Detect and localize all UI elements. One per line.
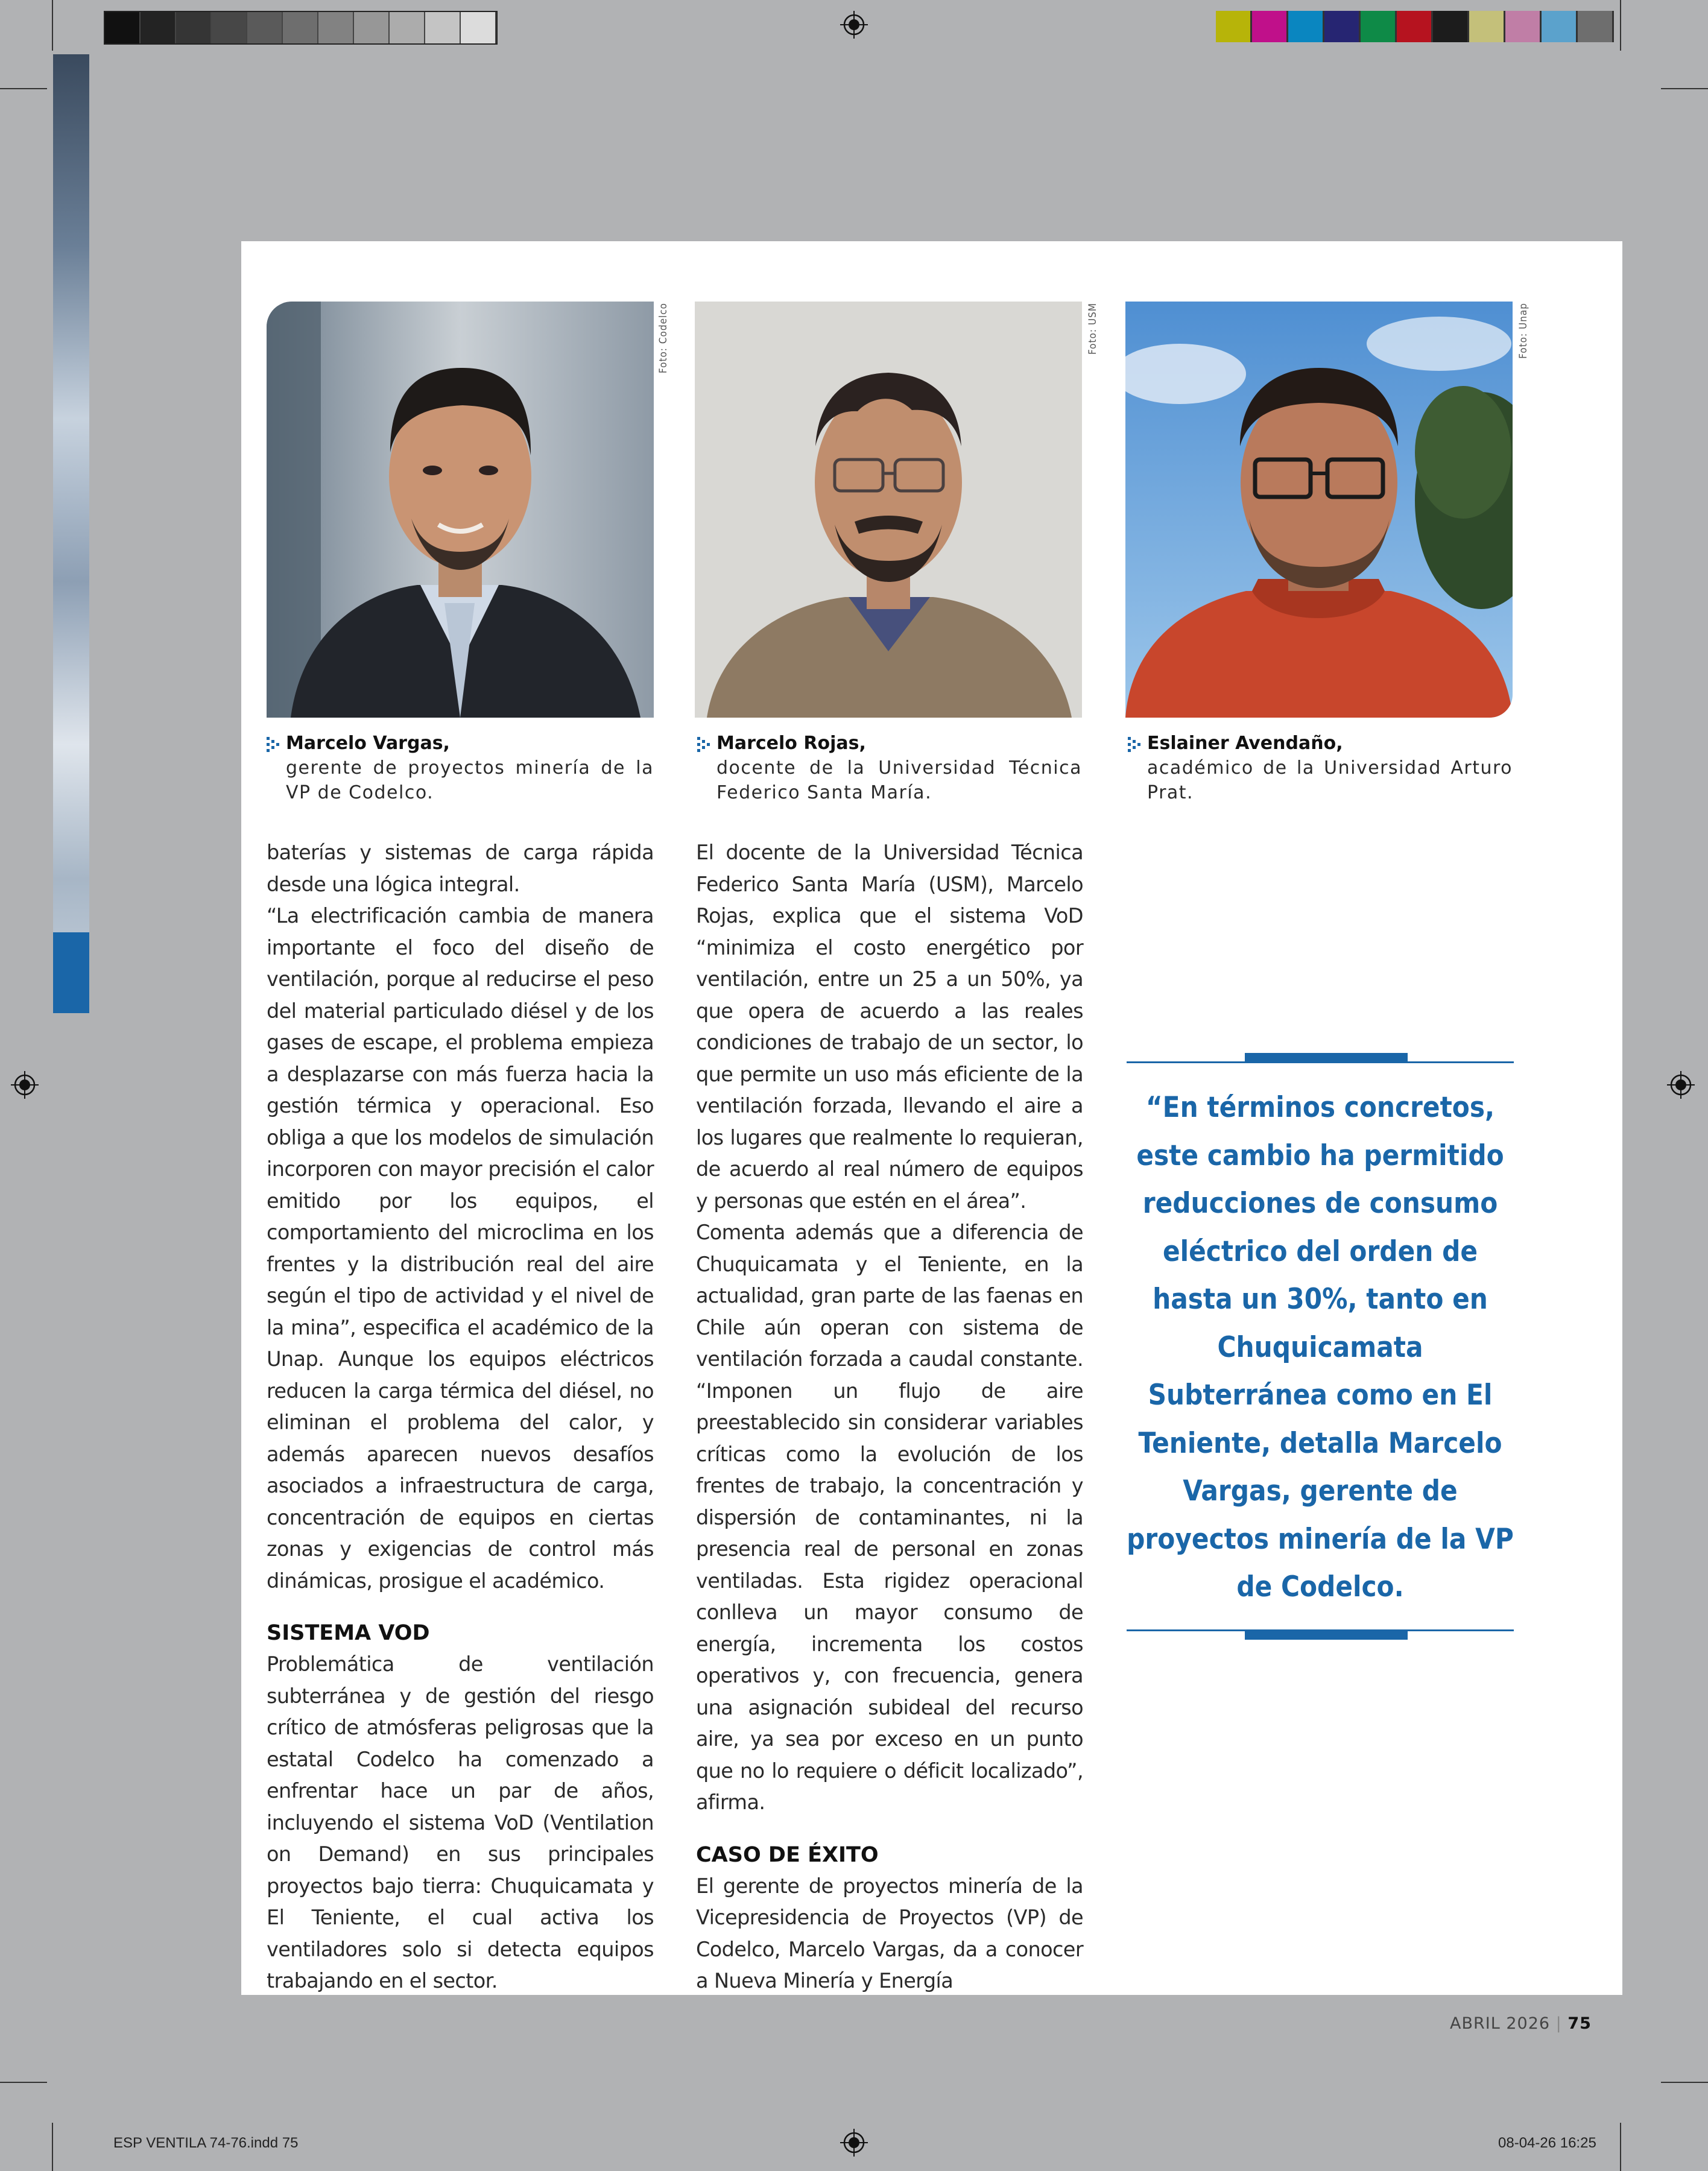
crop-mark: [0, 2082, 47, 2083]
grayscale-calibration-bar: [104, 11, 498, 45]
gray-swatch: [141, 12, 176, 43]
crop-mark: [1661, 2082, 1708, 2083]
article-column-1: [267, 837, 654, 1997]
photo-caption: [1147, 731, 1513, 805]
slug-filename: ESP VENTILA 74-76.indd 75: [113, 2135, 299, 2151]
paragraph: El docente de la Universidad Técnica Federico Santa María (USM), Marcelo Rojas, explica que el sistema VoD “minimiza el costo energético por ventilación, entre un 25 a un 50%, ya que opera de acuerdo a las reales condiciones de trabajo de un sector, lo que permite un uso más eficiente de la ventilación forzada, llevando el aire a los lugares que realmente lo requieran, de acuerdo al real número de equipos y personas que estén en el área”.: [696, 841, 1083, 1213]
caption-name: Eslainer Avendaño,: [1147, 733, 1343, 754]
page-number: 75: [1567, 2014, 1592, 2033]
crop-mark: [1620, 0, 1621, 51]
color-swatch: [1505, 11, 1542, 42]
color-swatch: [1288, 11, 1324, 42]
crop-mark: [1620, 2123, 1621, 2171]
registration-mark-icon: [840, 2129, 868, 2157]
bullet-dots-icon: [697, 737, 710, 753]
registration-mark-icon: [1667, 1071, 1695, 1099]
caption-name: Marcelo Rojas,: [716, 733, 866, 754]
color-swatch: [1252, 11, 1288, 42]
registration-mark-icon: [840, 11, 868, 39]
gray-swatch: [283, 12, 318, 43]
crop-mark: [0, 88, 47, 89]
photo-caption: [716, 731, 1082, 805]
paragraph: “La electrificación cambia de manera importante el foco del diseño de ventilación, porque al reducirse el peso del material particulado diésel y de los gases de escape, el problema empieza a desplazarse con más fuerza hacia la gestión térmica y operacional. Eso obliga a que los modelos de simulación incorporen con mayor precisión el calor emitido por los equipos, el comportamiento del microclima en los frentes y la distribución real del aire según el tipo de actividad y el nivel de la mina”, especifica el académico de la Unap. Aunque los equipos eléctricos reducen la carga térmica del diésel, no eliminan el problema del calor, y además aparecen nuevos desafíos asociados a infraestructura de carga, concentración de equipos en ciertas zonas y exigencias de control más dinámicas, prosigue el académico.: [267, 904, 654, 1593]
gray-swatch: [390, 12, 425, 43]
gray-swatch: [212, 12, 247, 43]
photo-credit: Foto: Codelco: [657, 303, 669, 374]
caption-name: Marcelo Vargas,: [286, 733, 450, 754]
pull-quote-text: “En términos concretos, este cambio ha permitido reducciones de consumo eléctrico del orden de hasta un 30%, tanto en Chuquicamata Subterránea como en El Teniente, detalla Marcelo Vargas, gerente de proyectos minería de la VP de Codelco.: [1127, 1091, 1514, 1604]
caption-role: gerente de proyectos minería de la VP de Codelco.: [286, 757, 654, 803]
facing-page-blue-tab: [53, 932, 89, 1013]
gray-swatch: [318, 12, 354, 43]
photo-credit: Foto: USM: [1087, 303, 1099, 355]
folio-month: ABRIL 2026: [1450, 2014, 1551, 2033]
gray-swatch: [461, 12, 496, 43]
color-swatch: [1542, 11, 1578, 42]
photo-marcelo-rojas: [695, 302, 1082, 718]
color-swatch: [1397, 11, 1433, 42]
photo-caption: [286, 731, 654, 805]
crop-mark: [52, 0, 53, 51]
paragraph: baterías y sistemas de carga rápida desde una lógica integral.: [267, 841, 654, 896]
gray-swatch: [354, 12, 390, 43]
photo-eslainer-avendano: [1125, 302, 1513, 718]
gray-swatch: [176, 12, 212, 43]
caption-role: académico de la Universidad Arturo Prat.: [1147, 757, 1513, 803]
color-swatch: [1433, 11, 1469, 42]
gray-swatch: [425, 12, 461, 43]
page-folio: [1450, 2014, 1592, 2033]
paragraph: El gerente de proyectos minería de la Vicepresidencia de Proyectos (VP) de Codelco, Marcelo Vargas, da a conocer a Nueva Minería y Energía: [696, 1874, 1083, 1992]
color-swatch: [1361, 11, 1397, 42]
facing-page-image-strip: [53, 54, 89, 1013]
color-swatch: [1578, 11, 1614, 42]
slug-timestamp: 08-04-26 16:25: [1498, 2135, 1596, 2151]
section-heading: SISTEMA VOD: [267, 1621, 430, 1645]
article-column-2: [696, 837, 1083, 1997]
gray-swatch: [105, 12, 141, 43]
pull-quote: [1127, 1061, 1514, 1631]
photo-credit: Foto: Unap: [1517, 303, 1529, 359]
bullet-dots-icon: [267, 737, 280, 753]
crop-mark: [52, 2123, 53, 2171]
color-swatch: [1469, 11, 1505, 42]
color-swatch: [1324, 11, 1361, 42]
pull-quote-bottom-rule: [1127, 1629, 1514, 1631]
photo-marcelo-vargas: [267, 302, 654, 718]
color-calibration-bar: [1216, 11, 1614, 42]
bullet-dots-icon: [1128, 737, 1141, 753]
crop-mark: [1661, 88, 1708, 89]
gray-swatch: [247, 12, 283, 43]
color-swatch: [1216, 11, 1252, 42]
paragraph: Problemática de ventilación subterránea y de gestión del riesgo crítico de atmósferas peligrosas que la estatal Codelco ha comenzado a enfrentar hace un par de años, incluyendo el sistema VoD (Ventilation on Demand) en sus principales proyectos bajo tierra: Chuquicamata y El Teniente, el cual activa los ventiladores solo si detecta equipos trabajando en el sector.: [267, 1652, 654, 1992]
folio-separator: |: [1555, 2014, 1562, 2033]
pull-quote-top-rule: [1127, 1061, 1514, 1063]
paragraph: Comenta además que a diferencia de Chuquicamata y el Teniente, en la actualidad, gran parte de las faenas en Chile aún operan con sistema de ventilación forzada a caudal constante. “Imponen un flujo de aire preestablecido sin considerar variables críticas como la evolución de los frentes de trabajo, la concentración y dispersión de contaminantes, ni la presencia real de personal en zonas ventiladas. Esta rigidez operacional conlleva un mayor consumo de energía, incrementa los costos operativos y, con frecuencia, genera una asignación subideal del recurso aire, ya sea por exceso en un punto que no lo requiere o déficit localizado”, afirma.: [696, 1221, 1083, 1814]
registration-mark-icon: [11, 1071, 39, 1099]
caption-role: docente de la Universidad Técnica Federico Santa María.: [716, 757, 1082, 803]
section-heading: CASO DE ÉXITO: [696, 1842, 879, 1867]
